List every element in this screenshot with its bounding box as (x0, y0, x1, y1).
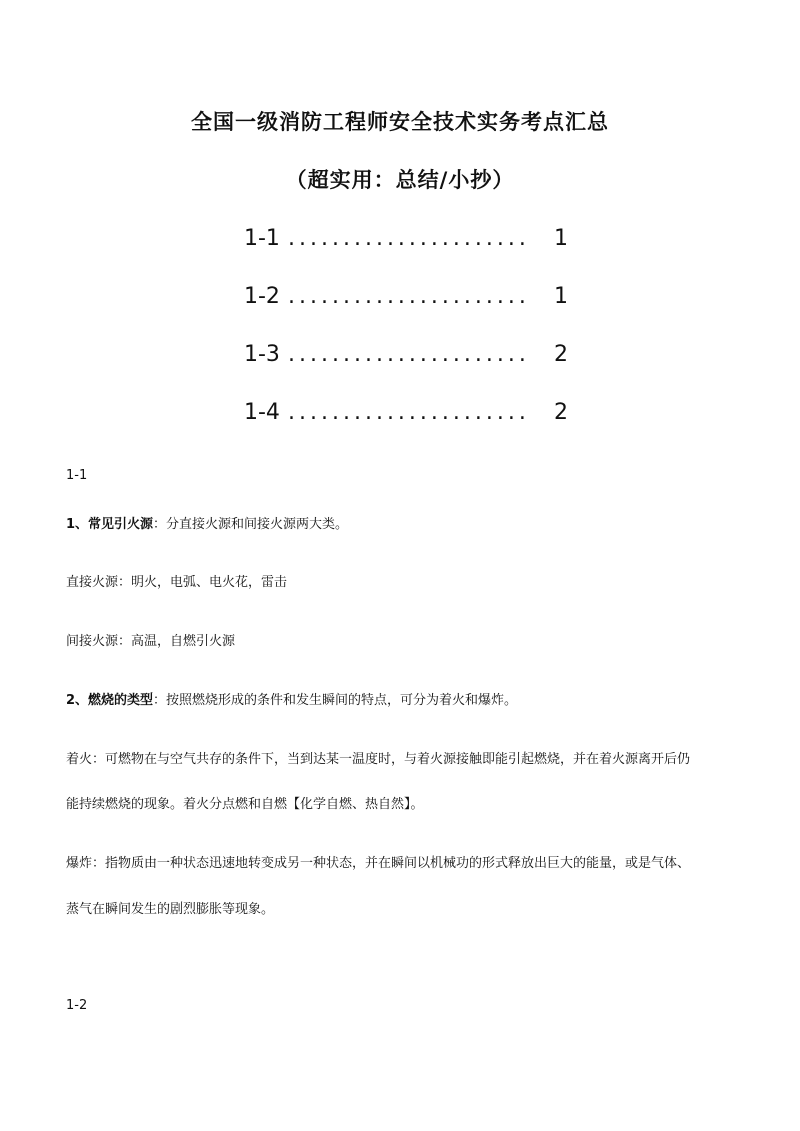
toc-entry[interactable] (244, 398, 568, 428)
item-text: ：分直接火源和间接火源两大类。 (153, 517, 349, 532)
paragraph-direct-source: 直接火源：明火，电弧、电火花，雷击 (66, 575, 288, 590)
toc-leader-dots: ...................... (288, 226, 530, 251)
paragraph-indirect-source: 间接火源：高温，自燃引火源 (66, 634, 236, 649)
toc-entry-page: 1 (552, 224, 568, 254)
paragraph-item-1 (66, 515, 756, 535)
toc-leader-dots: ...................... (288, 342, 530, 367)
section-heading: 1-2 (66, 998, 88, 1013)
toc-entry-label: 1-3 (244, 340, 282, 370)
toc-entry[interactable] (244, 282, 568, 312)
toc-leader-dots: ...................... (288, 400, 530, 425)
section-heading: 1-1 (66, 468, 88, 483)
toc-entry[interactable] (244, 224, 568, 254)
toc-entry-page: 1 (552, 282, 568, 312)
paragraph-ignition-line-1: 着火：可燃物在与空气共存的条件下，当到达某一温度时，与着火源接触即能引起燃烧，并在着火源离开后仍 (66, 752, 691, 767)
paragraph-item-2 (66, 691, 756, 711)
toc-entry-label: 1-4 (244, 398, 282, 428)
paragraph-ignition-line-2: 能持续燃烧的现象。着火分点燃和自燃【化学自燃、热自然】。 (66, 797, 424, 812)
paragraph-explosion-line-1: 爆炸：指物质由一种状态迅速地转变成另一种状态，并在瞬间以机械功的形式释放出巨大的能量，或是气体、 (66, 856, 691, 871)
item-label: 1、常见引火源 (66, 517, 154, 532)
item-text: ：按照燃烧形成的条件和发生瞬间的特点，可分为着火和爆炸。 (153, 693, 518, 708)
toc-entry[interactable] (244, 340, 568, 370)
item-label: 2、燃烧的类型 (66, 693, 154, 708)
toc-entry-page: 2 (552, 398, 568, 428)
toc-entry-page: 2 (552, 340, 568, 370)
paragraph-explosion-line-2: 蒸气在瞬间发生的剧烈膨胀等现象。 (66, 902, 275, 917)
toc-entry-label: 1-2 (244, 282, 282, 312)
toc-entry-label: 1-1 (244, 224, 282, 254)
toc-leader-dots: ...................... (288, 284, 530, 309)
document-title: 全国一级消防工程师安全技术实务考点汇总 (191, 110, 609, 134)
document-subtitle: （超实用：总结/小抄） (285, 168, 515, 192)
